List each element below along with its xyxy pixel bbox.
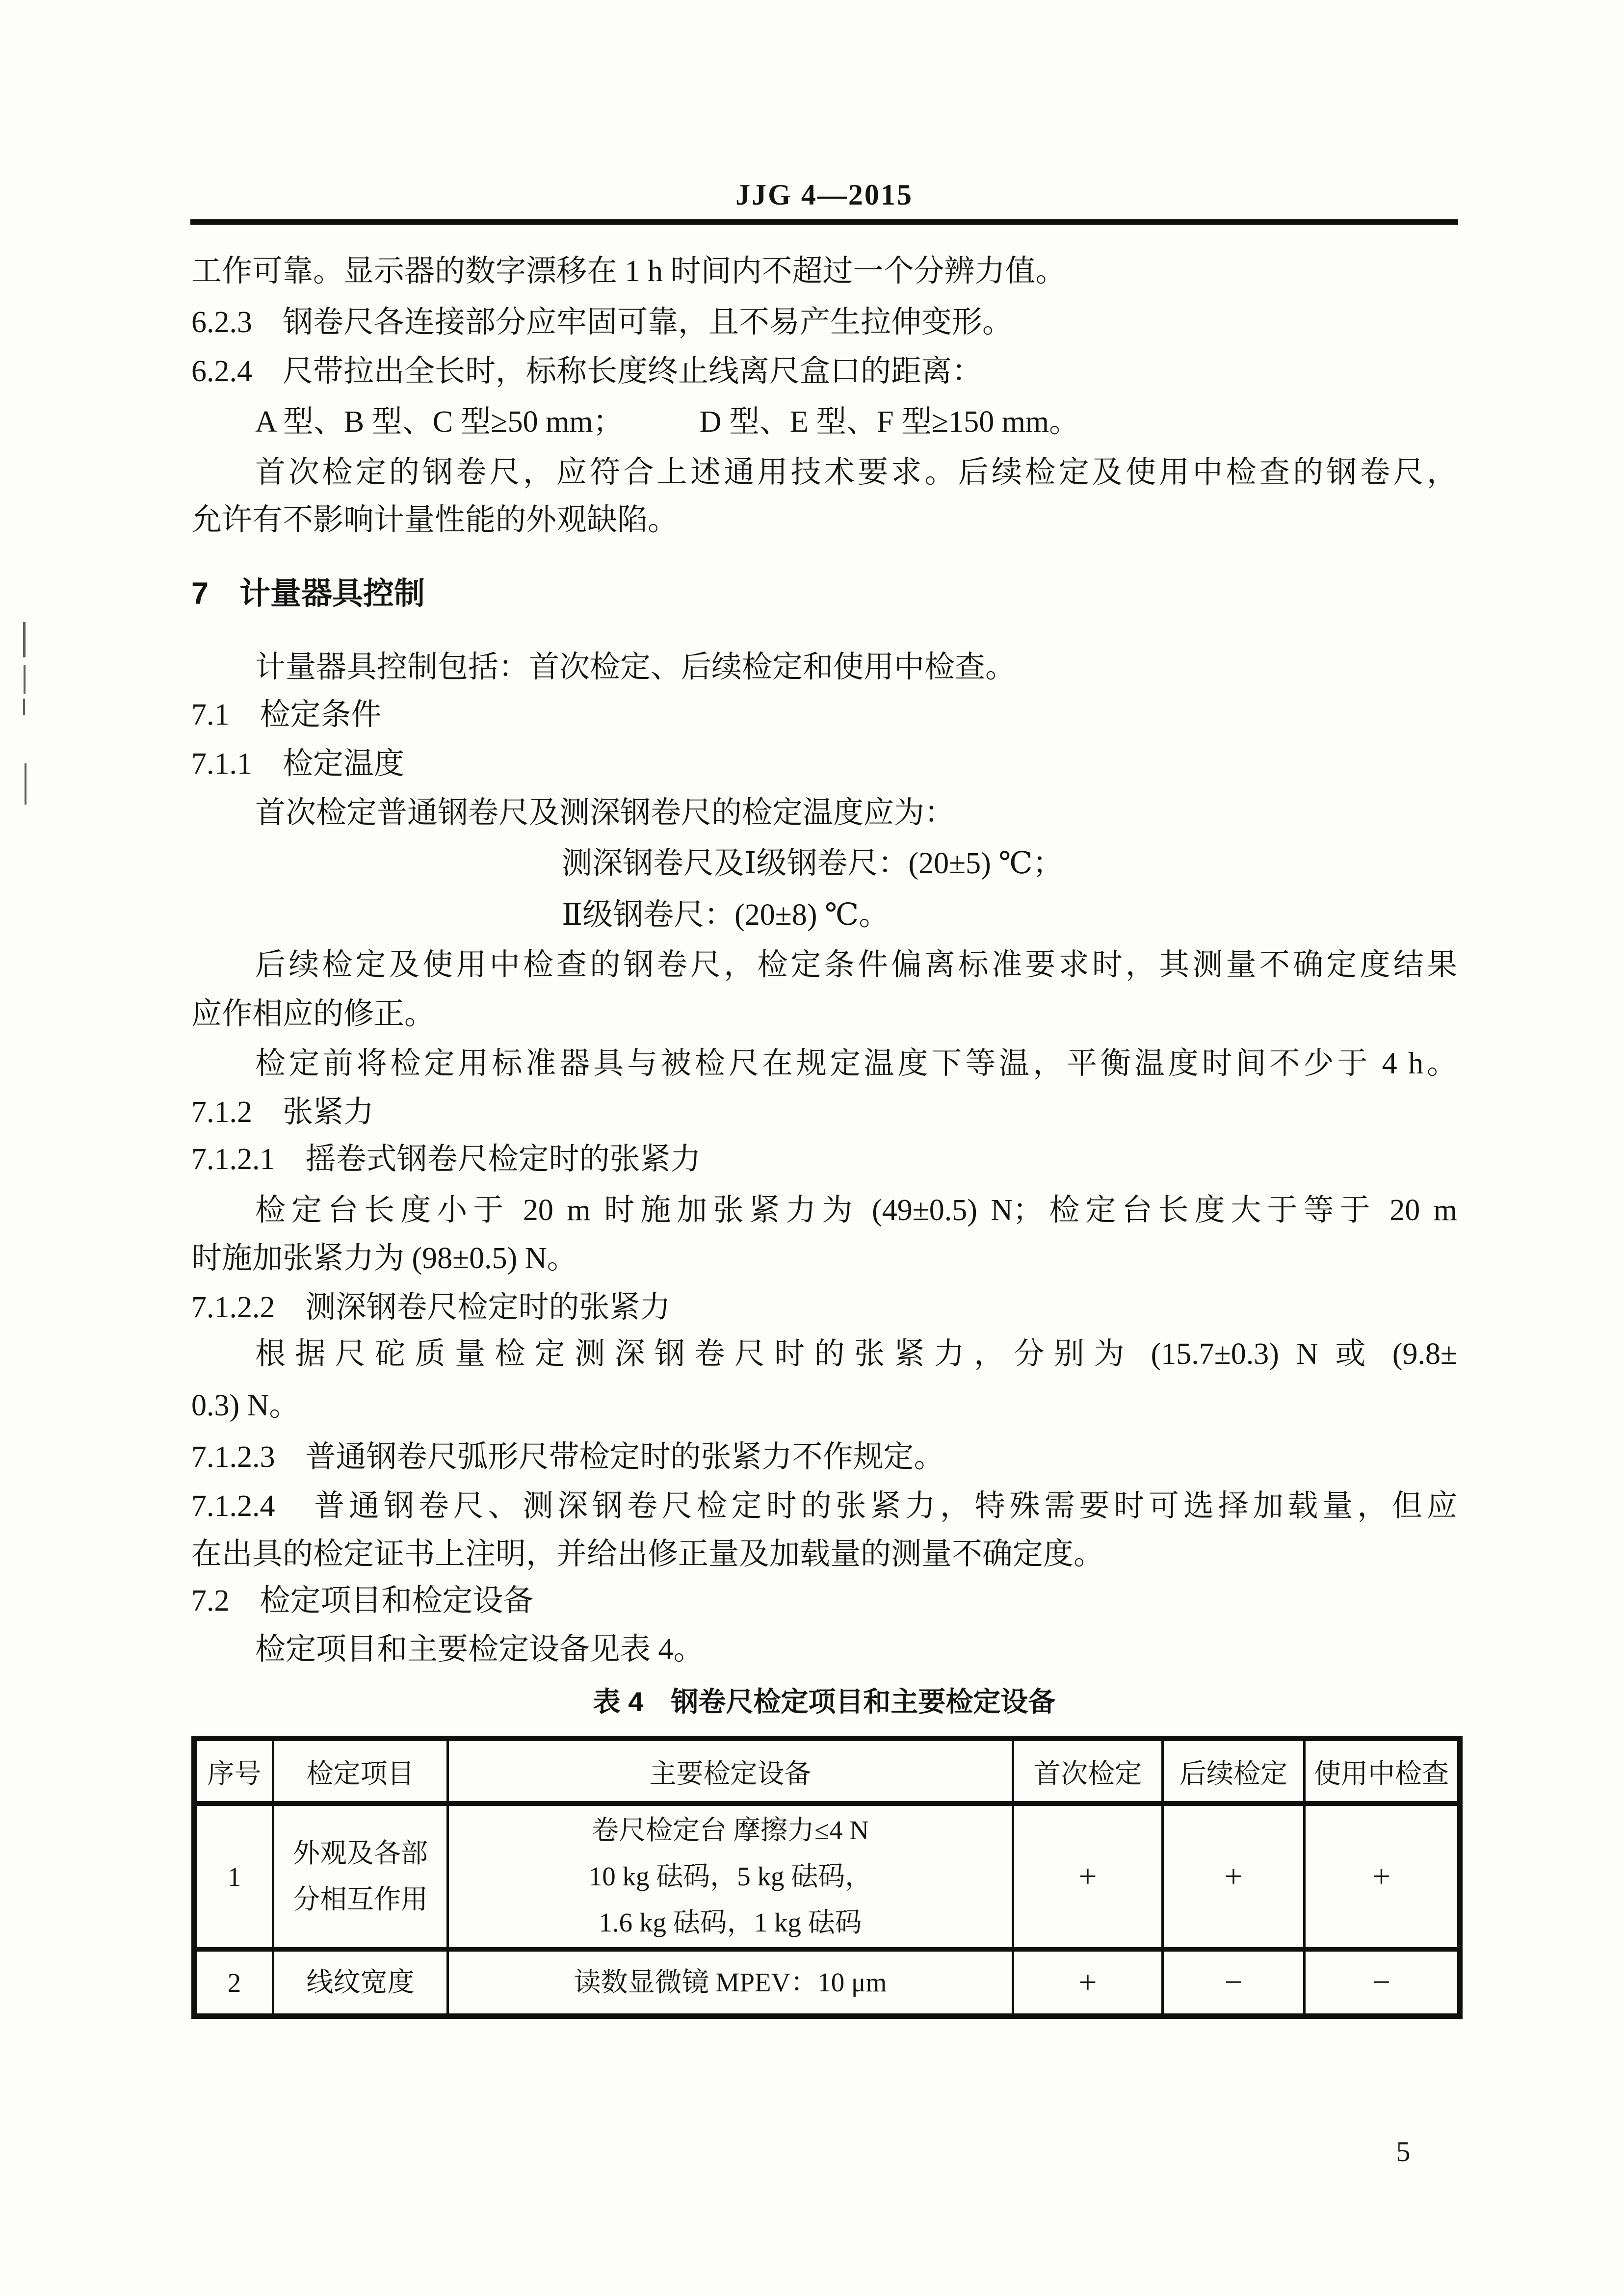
scan-artifact	[23, 622, 26, 657]
para-display-drift: 工作可靠。显示器的数字漂移在 1 h 时间内不超过一个分辨力值。	[191, 255, 1066, 288]
clause-7-1-1-heading: 7.1.1 检定温度	[191, 747, 405, 781]
para-subsequent-deviation: 后续检定及使用中检查的钢卷尺，检定条件偏离标准要求时，其测量不确定度结果	[255, 948, 1457, 982]
clause-7-1-2-2-heading: 7.1.2.2 测深钢卷尺检定时的张紧力	[191, 1291, 671, 1324]
scan-artifact	[25, 763, 26, 805]
equipment-line: 卷尺检定台 摩擦力≤4 N	[592, 1815, 869, 1845]
col-header-seq: 序号	[194, 1739, 273, 1804]
col-header-item: 检定项目	[273, 1739, 448, 1804]
clause-7-1-heading: 7.1 检定条件	[191, 698, 382, 731]
clause-7-1-2-1-heading: 7.1.2.1 摇卷式钢卷尺检定时的张紧力	[191, 1143, 701, 1176]
table-4-title: 表 4 钢卷尺检定项目和主要检定设备	[593, 1686, 1056, 1717]
cell-equipment	[448, 1803, 1013, 1950]
item-line: 线纹宽度	[306, 1967, 415, 1997]
col-header-first: 首次检定	[1013, 1739, 1163, 1804]
cell-equipment	[448, 1950, 1013, 2016]
cell-subsequent-verification: −	[1163, 1950, 1305, 2016]
equipment-line: 读数显微镜 MPEV：10 μm	[574, 1967, 887, 1997]
item-line: 分相互作用	[292, 1884, 428, 1914]
cell-first-verification: +	[1013, 1950, 1163, 2016]
clause-7-1-2-heading: 7.1.2 张紧力	[191, 1096, 374, 1129]
para-equalize-temp: 检定前将检定用标准器具与被检尺在规定温度下等温，平衡温度时间不少于 4 h。	[255, 1047, 1457, 1080]
equipment-line: 1.6 kg 砝码，1 kg 砝码	[599, 1907, 862, 1937]
col-header-in-use: 使用中检查	[1305, 1739, 1460, 1804]
clause-6-2-3: 6.2.3 钢卷尺各连接部分应牢固可靠，且不易产生拉伸变形。	[191, 306, 1013, 339]
scan-artifact	[23, 699, 25, 715]
para-appearance-defects: 允许有不影响计量性能的外观缺陷。	[191, 503, 679, 537]
para-first-verification: 首次检定的钢卷尺，应符合上述通用技术要求。后续检定及使用中检查的钢卷尺，	[255, 456, 1457, 489]
para-see-table-4: 检定项目和主要检定设备见表 4。	[255, 1633, 704, 1666]
cell-in-use-inspection: +	[1305, 1803, 1460, 1950]
para-certificate-note: 在出具的检定证书上注明，并给出修正量及加载量的测量不确定度。	[191, 1538, 1104, 1571]
item-line: 外观及各部	[292, 1838, 428, 1868]
cell-in-use-inspection: −	[1305, 1950, 1460, 2016]
verification-items-table	[191, 1736, 1463, 2019]
header-rule	[190, 219, 1458, 225]
cell-item	[273, 1950, 448, 2016]
clause-7-2-heading: 7.2 检定项目和检定设备	[191, 1584, 534, 1618]
section-7-heading: 7 计量器具控制	[191, 576, 425, 611]
cell-first-verification: +	[1013, 1803, 1163, 1950]
clause-6-2-4: 6.2.4 尺带拉出全长时，标称长度终止线离尺盒口的距离：	[191, 355, 983, 388]
col-header-equipment: 主要检定设备	[448, 1739, 1013, 1804]
page-number: 5	[1396, 2136, 1411, 2167]
equipment-line: 10 kg 砝码，5 kg 砝码，	[588, 1861, 872, 1891]
para-tension-depth-tape: 根据尺砣质量检定测深钢卷尺时的张紧力，分别为 (15.7±0.3) N 或 (9.8±	[255, 1337, 1457, 1371]
cell-seq: 2	[194, 1950, 273, 2016]
para-tension-continued: 0.3) N。	[191, 1389, 300, 1422]
clause-7-1-2-4: 7.1.2.4 普通钢卷尺、测深钢卷尺检定时的张紧力，特殊需要时可选择加载量，但应	[191, 1489, 1457, 1523]
temp-spec-grade1: 测深钢卷尺及Ⅰ级钢卷尺：(20±5) ℃；	[562, 847, 1063, 880]
temp-spec-grade2: Ⅱ级钢卷尺：(20±8) ℃。	[562, 898, 890, 932]
table-row	[194, 1950, 1460, 2016]
col-header-subsequent: 后续检定	[1163, 1739, 1305, 1804]
cell-item	[273, 1803, 448, 1950]
type-distance-spec: A 型、B 型、C 型≥50 mm； D 型、E 型、F 型≥150 mm。	[255, 405, 1080, 439]
para-tension-98n: 时施加张紧力为 (98±0.5) N。	[191, 1242, 577, 1275]
para-correction: 应作相应的修正。	[191, 997, 435, 1031]
para-verification-temp: 首次检定普通钢卷尺及测深钢卷尺的检定温度应为：	[255, 796, 955, 830]
para-control-includes: 计量器具控制包括：首次检定、后续检定和使用中检查。	[255, 651, 1016, 684]
scan-artifact	[24, 665, 26, 694]
cell-subsequent-verification: +	[1163, 1803, 1305, 1950]
table-row	[194, 1803, 1460, 1950]
clause-7-1-2-3: 7.1.2.3 普通钢卷尺弧形尺带检定时的张紧力不作规定。	[191, 1440, 944, 1474]
cell-seq: 1	[194, 1803, 273, 1950]
para-tension-49n: 检定台长度小于 20 m 时施加张紧力为 (49±0.5) N；检定台长度大于等于 20 m	[255, 1194, 1457, 1227]
doc-code-header: JJG 4—2015	[735, 179, 913, 211]
